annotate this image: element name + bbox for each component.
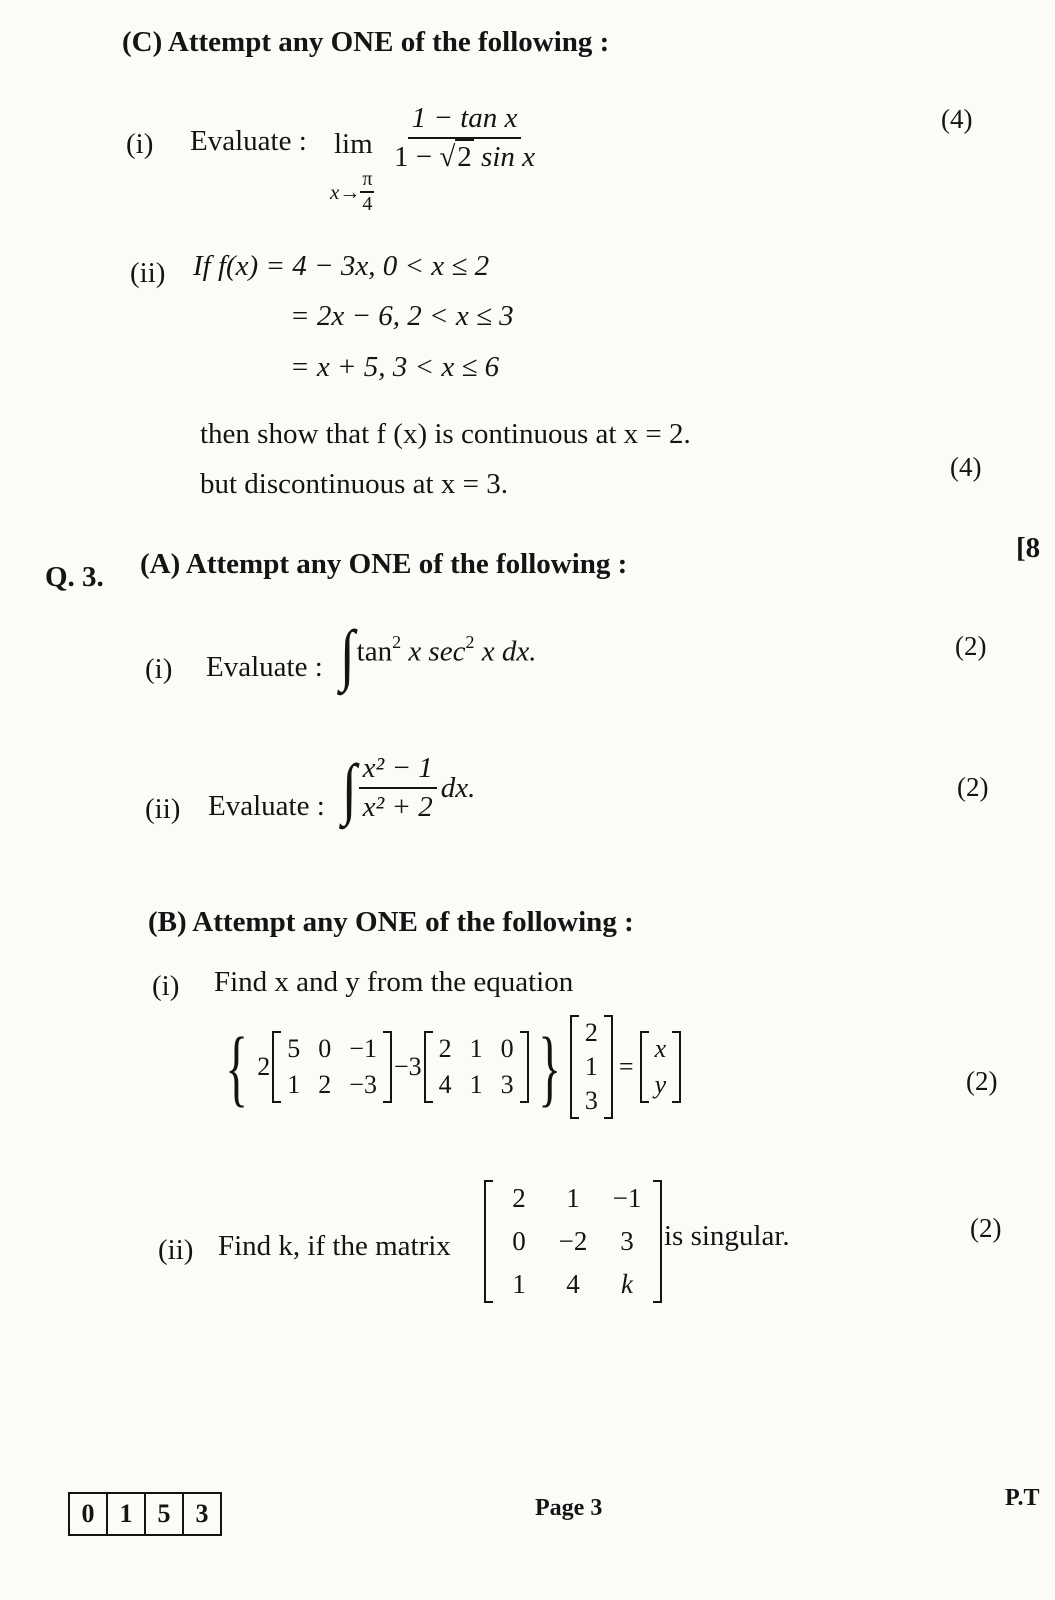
- matrix-a-cell: 5: [287, 1034, 301, 1063]
- matrix-b-cell: 3: [500, 1070, 514, 1099]
- q-3a-i-label: (i): [145, 653, 173, 685]
- question-3-label: Q. 3.: [45, 561, 104, 593]
- q-3b-i-text: Find x and y from the equation: [214, 966, 574, 998]
- continuity-statement: then show that f (x) is continuous at x = 2.: [200, 418, 691, 450]
- scalar-2: 2: [257, 1052, 271, 1081]
- q-c-ii-label: (ii): [130, 257, 166, 289]
- q-3a-ii-text: Evaluate :: [208, 790, 325, 822]
- matrix-a-cell: −3: [349, 1070, 377, 1099]
- matrix-a-cell: 2: [318, 1070, 332, 1099]
- matrix-a: [272, 1031, 392, 1103]
- q-3b-ii-text: Find k, if the matrix: [218, 1230, 451, 1262]
- matrix-cell: −2: [558, 1226, 588, 1256]
- matrix-b: [424, 1031, 529, 1103]
- limit-sub-den: 4: [362, 193, 373, 215]
- sec-exponent: 2: [465, 632, 475, 653]
- matrix-cell: k: [621, 1269, 633, 1299]
- q-3a-ii-label: (ii): [145, 793, 181, 825]
- matrix-a-cell: 0: [318, 1034, 332, 1063]
- marks-3a-ii: (2): [957, 772, 989, 802]
- right-brace: }: [537, 1019, 561, 1115]
- marks-c-ii: (4): [950, 452, 982, 482]
- matrix-a-cell: −1: [349, 1034, 377, 1063]
- integral-sign: ∫: [341, 750, 357, 826]
- q-c-i-text: Evaluate :: [190, 125, 307, 157]
- page-number: Page 3: [535, 1495, 603, 1521]
- marks-3b-i: (2): [966, 1066, 998, 1096]
- question-3-total-marks: [8: [1016, 532, 1041, 564]
- q-3a-i-text: Evaluate :: [206, 651, 323, 683]
- q-3b-ii-label: (ii): [158, 1234, 194, 1266]
- marks-3a-i: (2): [955, 631, 987, 661]
- matrix-cell: 0: [512, 1226, 526, 1256]
- code-digit: 1: [108, 1494, 146, 1534]
- matrix-cell: −1: [612, 1183, 642, 1213]
- limit-fraction: [390, 102, 539, 174]
- sec-text: x sec: [401, 635, 466, 668]
- matrix-equation: [216, 1015, 681, 1119]
- limit-denominator: 1 − √2 sin x: [394, 141, 535, 173]
- piecewise-line-1: If f(x) = 4 − 3x, 0 < x ≤ 2: [193, 250, 490, 282]
- matrix-cell: 1: [512, 1269, 526, 1299]
- matrix-singular: [484, 1180, 662, 1303]
- q-3a-i-expression: [338, 616, 537, 692]
- tan-text: tan: [356, 635, 393, 668]
- q-3a-ii-expression: [340, 752, 475, 824]
- dx-text: dx.: [440, 771, 476, 804]
- limit-subscript: [330, 168, 374, 216]
- denominator-suffix: sin x: [481, 141, 535, 173]
- limit-sub-num: π: [360, 168, 374, 193]
- sqrt-radicand: 2: [457, 141, 472, 173]
- matrix-cell: 3: [620, 1226, 634, 1256]
- denominator-prefix: 1 −: [394, 141, 433, 173]
- code-digit: 3: [195, 1499, 209, 1528]
- column-vector-cell: 2: [584, 1018, 598, 1047]
- column-vector-cell: 3: [584, 1086, 598, 1115]
- matrix-b-cell: 1: [469, 1034, 483, 1063]
- section-c-heading: (C) Attempt any ONE of the following :: [122, 26, 610, 58]
- matrix-a-cell: 1: [287, 1070, 301, 1099]
- q-c-i-label: (i): [126, 128, 154, 160]
- paper-code-box: [68, 1492, 222, 1536]
- limit-numerator: 1 − tan x: [408, 102, 522, 139]
- matrix-cell: 4: [566, 1269, 580, 1299]
- matrix-cell: 1: [566, 1183, 580, 1213]
- please-turn-over: P.T: [1005, 1485, 1040, 1511]
- piecewise-line-3: = x + 5, 3 < x ≤ 6: [290, 351, 500, 383]
- code-digit: 5: [146, 1494, 184, 1534]
- dx-text: x dx.: [474, 635, 537, 668]
- minus-scalar-3: −3: [393, 1052, 422, 1081]
- column-vector: [570, 1015, 613, 1119]
- is-singular-text: is singular.: [664, 1220, 790, 1252]
- matrix-b-cell: 4: [438, 1070, 452, 1099]
- left-brace: {: [225, 1019, 248, 1115]
- q-3b-i-label: (i): [152, 970, 180, 1002]
- discontinuity-statement: but discontinuous at x = 3.: [200, 468, 508, 500]
- piecewise-line-2: = 2x − 6, 2 < x ≤ 3: [290, 300, 514, 332]
- integrand-numerator: x² − 1: [359, 752, 437, 789]
- result-vector: [640, 1031, 682, 1103]
- matrix-b-cell: 0: [500, 1034, 514, 1063]
- integrand-denominator: x² + 2: [362, 791, 433, 823]
- integral-sign: ∫: [339, 616, 355, 692]
- section-3b-heading: (B) Attempt any ONE of the following :: [148, 906, 634, 938]
- marks-3b-ii: (2): [970, 1213, 1002, 1243]
- code-digit: 0: [70, 1494, 108, 1534]
- column-vector-cell: 1: [584, 1052, 598, 1081]
- result-vector-cell: x: [654, 1034, 667, 1063]
- tan-exponent: 2: [392, 632, 402, 653]
- matrix-b-cell: 1: [469, 1070, 483, 1099]
- limit-symbol: lim: [334, 128, 373, 160]
- matrix-b-cell: 2: [438, 1034, 452, 1063]
- marks-c-i: (4): [941, 104, 973, 134]
- result-vector-cell: y: [654, 1070, 667, 1099]
- section-3a-heading: (A) Attempt any ONE of the following :: [140, 548, 628, 580]
- limit-sub-prefix: x→: [330, 179, 361, 204]
- equals-sign: =: [618, 1052, 634, 1081]
- matrix-cell: 2: [512, 1183, 526, 1213]
